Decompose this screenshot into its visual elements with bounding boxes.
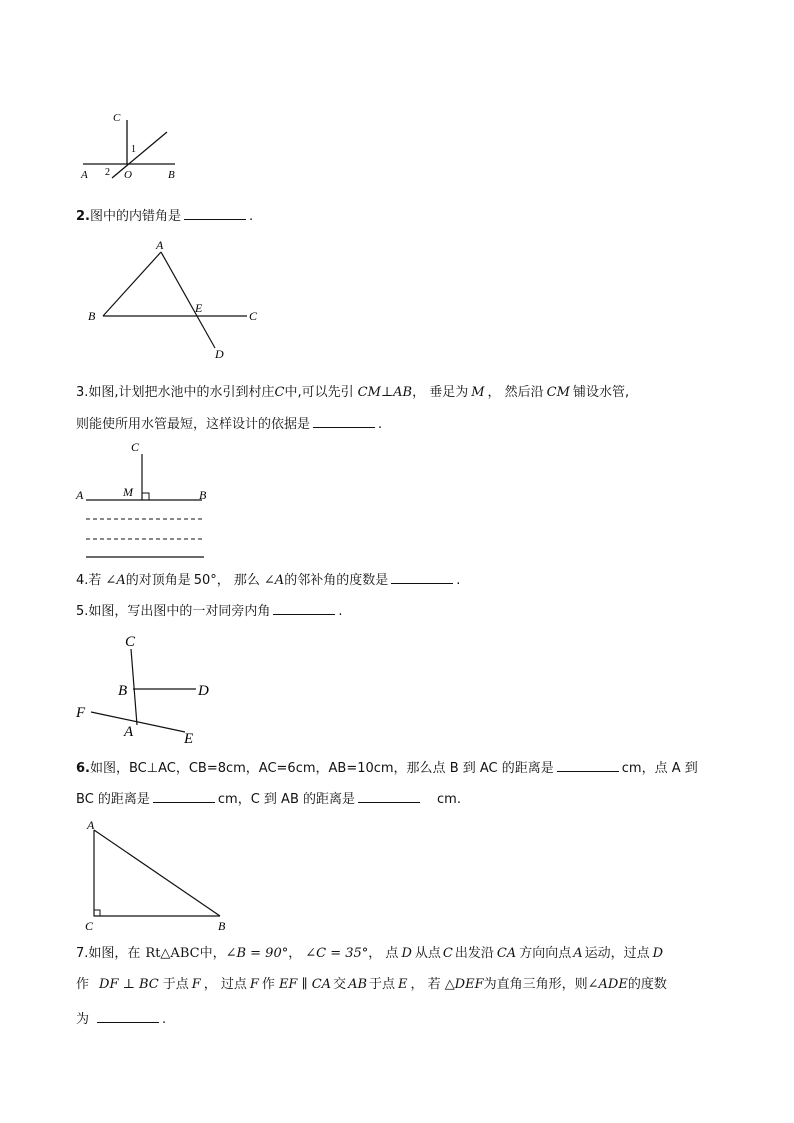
figure-1-angles (78, 108, 188, 183)
segment-ab (103, 252, 161, 316)
period: . (338, 604, 343, 619)
question-number: 2. (76, 209, 90, 224)
right-angle-mark (94, 910, 100, 916)
answer-blank[interactable] (557, 758, 619, 772)
text: 作 (76, 977, 90, 992)
label-a: A (81, 169, 88, 181)
text: ， (288, 946, 302, 961)
figure-6-right-triangle (82, 815, 242, 937)
label-m: M (123, 485, 133, 499)
text: cm，C 到 AB 的距离是 (217, 792, 356, 807)
text: 出发沿 (454, 946, 494, 961)
text: 中， (199, 946, 226, 961)
text: 于点 (369, 977, 396, 992)
text: ， 垂足为 (412, 385, 469, 400)
math-f: F (249, 977, 259, 992)
text: 如图,计划把水池中的水引到村庄 (88, 385, 275, 400)
question-number: 6. (76, 761, 90, 776)
question-3-line-2 (76, 414, 382, 434)
label-e: E (184, 731, 194, 747)
math-d: D (401, 946, 412, 961)
text: 如图，在 (88, 946, 141, 961)
math-df-perp-bc: DF ⊥ BC (99, 977, 159, 992)
answer-blank[interactable] (358, 789, 420, 803)
label-c: C (113, 112, 121, 124)
right-angle-mark (142, 493, 149, 500)
text: ， 过点 (203, 977, 247, 992)
question-3-line-1 (76, 384, 629, 402)
question-7-line-1 (76, 945, 663, 963)
math-triangle-def: △DEF (444, 977, 484, 992)
math-angle-c-35: ∠C = 35° (305, 946, 369, 961)
math-cm-perp-ab: CM⊥AB (357, 385, 413, 400)
question-6-line-1 (76, 758, 698, 778)
text: ， 那么 (216, 573, 260, 588)
question-2 (76, 206, 253, 226)
text: 若 (88, 573, 102, 588)
text: cm，点 A 到 (621, 761, 698, 776)
question-number: 7. (76, 946, 89, 961)
text: 运动，过点 (584, 946, 650, 961)
text: 作 (261, 977, 275, 992)
label-a: A (156, 238, 164, 252)
line-fe (91, 712, 185, 732)
label-angle-1: 1 (131, 144, 136, 155)
text: 为直角三角形，则 (483, 977, 588, 992)
math-rt-triangle-abc: Rt△ABC (145, 946, 200, 961)
text: 为 (76, 1012, 90, 1027)
label-o: O (124, 169, 132, 181)
label-angle-2: 2 (105, 167, 110, 178)
answer-blank[interactable] (184, 206, 246, 220)
label-b: B (218, 919, 226, 933)
math-angle-ade: ∠ADE (587, 977, 628, 992)
math-angle-a: ∠A (105, 573, 126, 588)
text: 的邻补角的度数是 (284, 573, 389, 588)
line-oblique (112, 132, 167, 178)
math-cm: CM (546, 385, 570, 400)
text: cm. (437, 792, 461, 807)
math-c: C (442, 946, 453, 961)
text: 中,可以先引 (284, 385, 354, 400)
math-ef-parallel-ca: EF ∥ CA (278, 977, 332, 992)
question-6-line-2 (76, 789, 461, 809)
label-b: B (88, 309, 96, 323)
question-5 (76, 601, 343, 621)
label-c: C (131, 440, 140, 454)
label-f: F (76, 705, 86, 721)
text: 的度数 (627, 977, 667, 992)
math-ab: AB (348, 977, 368, 992)
math-50-degrees: 50° (193, 573, 217, 588)
answer-blank[interactable] (273, 601, 335, 615)
period: . (162, 1012, 167, 1027)
label-b: B (168, 169, 175, 181)
period: . (249, 209, 254, 224)
answer-blank[interactable] (313, 414, 375, 428)
figure-5-lines (72, 630, 222, 748)
text: 从点 (414, 946, 441, 961)
label-d: D (198, 683, 209, 699)
text: ， 若 (410, 977, 441, 992)
text: 的对顶角是 (125, 573, 191, 588)
math-e: E (398, 977, 408, 992)
figure-2-triangle (84, 236, 274, 366)
question-number: 5. (76, 604, 89, 619)
line-ad (161, 252, 215, 348)
period: . (456, 573, 461, 588)
question-text: 如图，写出图中的一对同旁内角 (88, 604, 271, 619)
label-c: C (125, 634, 136, 650)
text: ， 点 (368, 946, 399, 961)
label-a: A (124, 724, 134, 740)
text: 铺设水管, (572, 385, 630, 400)
math-a: A (573, 946, 583, 961)
label-e: E (195, 301, 203, 315)
math-m: M (471, 385, 485, 400)
text: 交 (333, 977, 347, 992)
math-c: C (274, 385, 285, 400)
math-angle-b-90: ∠B = 90° (225, 946, 289, 961)
text: BC 的距离是 (76, 792, 150, 807)
question-number: 3. (76, 385, 89, 400)
question-number: 4. (76, 573, 89, 588)
text: 如图，BC⊥AC，CB=8cm，AC=6cm，AB=10cm，那么点 B 到 AC 的距离是 (89, 761, 554, 776)
label-a: A (76, 488, 84, 502)
math-d: D (652, 946, 664, 961)
text: ， 然后沿 (487, 385, 544, 400)
label-a: A (87, 818, 95, 832)
label-c: C (249, 309, 258, 323)
answer-blank[interactable] (391, 570, 453, 584)
math-angle-a: ∠A (263, 573, 285, 588)
label-c: C (85, 919, 94, 933)
answer-blank[interactable] (153, 789, 215, 803)
figure-3-pool-village (74, 436, 224, 562)
math-ca: CA (496, 946, 517, 961)
answer-blank[interactable] (97, 1009, 159, 1023)
label-b: B (118, 683, 128, 699)
question-7-line-2 (76, 976, 667, 994)
side-ab (94, 830, 220, 916)
text: 方向向点 (519, 946, 572, 961)
text: 则能使所用水管最短，这样设计的依据是 (76, 417, 311, 432)
label-d: D (215, 347, 224, 361)
question-4 (76, 570, 460, 590)
question-text: 图中的内错角是 (89, 209, 181, 224)
label-b: B (199, 488, 207, 502)
math-f: F (191, 977, 201, 992)
text: 于点 (162, 977, 189, 992)
period: . (378, 417, 383, 432)
line-ca (131, 649, 137, 725)
question-7-line-3 (76, 1009, 166, 1029)
